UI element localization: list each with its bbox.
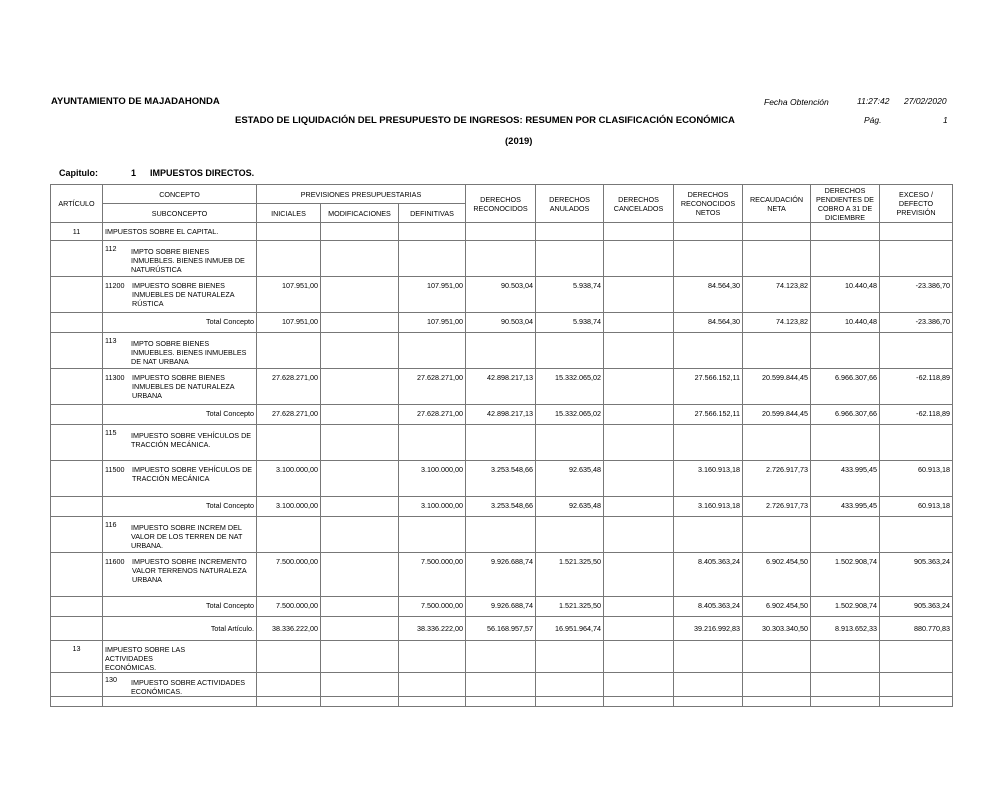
value-cell: -23.386,70 [880,277,953,313]
article-code: 13 [51,641,103,673]
value-cell [604,277,674,313]
subconcept-text: IMPUESTO SOBRE BIENES INMUEBLES DE NATURALEZA URBANA [132,373,235,400]
value-cell: 3.100.000,00 [257,497,321,517]
value-cell: 3.160.913,18 [674,497,743,517]
subconcept-code: 11200 [105,281,125,290]
chapter-number: 1 [131,168,137,178]
value-cell: 27.628.271,00 [399,405,466,425]
value-cell: 60.913,18 [880,461,953,497]
value-cell: 1.502.908,74 [811,597,880,617]
time-value: 11:27:42 [857,96,890,106]
article-text: IMPUESTO SOBRE LAS ACTIVIDADES ECONÓMICAS. [103,641,257,673]
value-cell: 92.635,48 [536,461,604,497]
col-anulados: DERECHOS ANULADOS [536,185,604,223]
value-cell: 2.726.917,73 [743,497,811,517]
value-cell: 107.951,00 [257,313,321,333]
value-cell: 3.253.548,66 [466,461,536,497]
value-cell: 5.938,74 [536,277,604,313]
value-cell: 16.951.964,74 [536,617,604,641]
subconcept-row [51,369,953,405]
chapter-label: Capitulo: [59,168,98,178]
date-label: Fecha Obtención [764,97,829,107]
value-cell: 1.502.908,74 [811,553,880,597]
col-articulo: ARTÍCULO [51,185,103,223]
value-cell [321,617,399,641]
subconcept-row [51,277,953,313]
value-cell: 107.951,00 [399,277,466,313]
value-cell: 905.363,24 [880,553,953,597]
value-cell: 84.564,30 [674,313,743,333]
col-iniciales: INICIALES [257,204,321,223]
total-label: Total Concepto [103,597,257,617]
value-cell: 74.123,82 [743,313,811,333]
value-cell: 42.898.217,13 [466,369,536,405]
concept-code: 113 [105,336,117,345]
total-label: Total Concepto [103,497,257,517]
value-cell [604,313,674,333]
col-netos: DERECHOS RECONOCIDOS NETOS [674,185,743,223]
value-cell: 2.726.917,73 [743,461,811,497]
value-cell: 38.336.222,00 [399,617,466,641]
total-concept-row [51,597,953,617]
col-reconocidos: DERECHOS RECONOCIDOS [466,185,536,223]
value-cell: 10.440,48 [811,313,880,333]
article-row [51,641,953,673]
total-label: Total Concepto [103,405,257,425]
value-cell [604,617,674,641]
value-cell [604,405,674,425]
concept-code: 112 [105,244,117,253]
subconcept-row [51,553,953,597]
subconcept-code: 11600 [105,557,125,566]
total-concept-row [51,497,953,517]
value-cell: 7.500.000,00 [399,597,466,617]
value-cell [321,553,399,597]
total-concept-row [51,405,953,425]
value-cell [321,461,399,497]
col-concepto: CONCEPTO [103,185,257,204]
value-cell: 10.440,48 [811,277,880,313]
total-label: Total Concepto [103,313,257,333]
col-subconcepto: SUBCONCEPTO [103,204,257,223]
value-cell: 3.253.548,66 [466,497,536,517]
value-cell: 3.100.000,00 [399,497,466,517]
value-cell [604,553,674,597]
value-cell: 42.898.217,13 [466,405,536,425]
value-cell: 38.336.222,00 [257,617,321,641]
value-cell: 6.902.454,50 [743,597,811,617]
value-cell: -23.386,70 [880,313,953,333]
col-previsiones: PREVISIONES PRESUPUESTARIAS [257,185,466,204]
value-cell: 6.902.454,50 [743,553,811,597]
value-cell: 92.635,48 [536,497,604,517]
value-cell: 15.332.065,02 [536,369,604,405]
concept-row [51,241,953,277]
value-cell: 107.951,00 [257,277,321,313]
article-text: IMPUESTOS SOBRE EL CAPITAL. [103,223,257,241]
concept-text: IMPUESTO SOBRE ACTIVIDADES ECONÓMICAS. [131,678,246,696]
article-row [51,223,953,241]
value-cell: 7.500.000,00 [257,553,321,597]
value-cell: 74.123,82 [743,277,811,313]
value-cell: 6.966.307,66 [811,405,880,425]
value-cell: 27.628.271,00 [257,369,321,405]
value-cell [604,597,674,617]
value-cell: 8.913.652,33 [811,617,880,641]
value-cell: 107.951,00 [399,313,466,333]
concept-text: IMPTO SOBRE BIENES INMUEBLES. BIENES INMUEBLES DE NAT URBANA [131,339,247,366]
value-cell [321,497,399,517]
total-concept-row [51,313,953,333]
page-label: Pág. [864,115,882,125]
value-cell: 5.938,74 [536,313,604,333]
budget-table [50,184,953,707]
col-definitivas: DEFINITIVAS [399,204,466,223]
value-cell: 20.599.844,45 [743,405,811,425]
value-cell: 9.926.688,74 [466,553,536,597]
col-pendientes: DERECHOS PENDIENTES DE COBRO A 31 DE DICIEMBRE [811,185,880,223]
value-cell: -62.118,89 [880,369,953,405]
report-title: ESTADO DE LIQUIDACIÓN DEL PRESUPUESTO DE INGRESOS: RESUMEN POR CLASIFICACIÓN ECONÓMICA [235,115,735,126]
subconcept-code: 11300 [105,373,125,382]
value-cell: 880.770,83 [880,617,953,641]
value-cell: 7.500.000,00 [399,553,466,597]
page-number: 1 [943,115,948,125]
concept-text: IMPUESTO SOBRE INCREM DEL VALOR DE LOS TERREN DE NAT URBANA. [131,523,243,550]
concept-code: 115 [105,428,117,437]
value-cell: 3.160.913,18 [674,461,743,497]
entity-name: AYUNTAMIENTO DE MAJADAHONDA [51,96,220,107]
value-cell: 7.500.000,00 [257,597,321,617]
value-cell: 15.332.065,02 [536,405,604,425]
value-cell: 27.628.271,00 [257,405,321,425]
subconcept-text: IMPUESTO SOBRE BIENES INMUEBLES DE NATURALEZA RÚSTICA [132,281,235,308]
concept-code: 130 [105,675,117,684]
value-cell [321,405,399,425]
value-cell: 56.168.957,57 [466,617,536,641]
concept-row [51,673,953,697]
concept-text: IMPTO SOBRE BIENES INMUEBLES. BIENES INMUEB DE NATURÚSTICA [131,247,245,274]
subconcept-code: 11500 [105,465,125,474]
subconcept-text: IMPUESTO SOBRE INCREMENTO VALOR TERRENOS NATURALEZA URBANA [132,557,247,584]
value-cell [321,313,399,333]
value-cell: 8.405.363,24 [674,553,743,597]
value-cell [321,597,399,617]
value-cell: 1.521.325,50 [536,597,604,617]
chapter-name: IMPUESTOS DIRECTOS. [150,168,255,178]
value-cell: 90.503,04 [466,313,536,333]
value-cell: 84.564,30 [674,277,743,313]
subconcept-row [51,461,953,497]
value-cell: 433.995,45 [811,497,880,517]
value-cell: 9.926.688,74 [466,597,536,617]
value-cell: 27.628.271,00 [399,369,466,405]
total-article-row [51,617,953,641]
date-value: 27/02/2020 [904,96,947,106]
report-year: (2019) [505,136,533,147]
value-cell: -62.118,89 [880,405,953,425]
value-cell [604,461,674,497]
value-cell: 433.995,45 [811,461,880,497]
value-cell: 8.405.363,24 [674,597,743,617]
value-cell: 30.303.340,50 [743,617,811,641]
concept-row [51,425,953,461]
value-cell: 6.966.307,66 [811,369,880,405]
col-modificaciones: MODIFICACIONES [321,204,399,223]
value-cell: 27.566.152,11 [674,405,743,425]
value-cell: 90.503,04 [466,277,536,313]
empty-row [51,697,953,707]
concept-row [51,333,953,369]
concept-row [51,517,953,553]
value-cell: 1.521.325,50 [536,553,604,597]
value-cell [604,497,674,517]
value-cell: 60.913,18 [880,497,953,517]
value-cell [321,369,399,405]
col-exceso: EXCESO / DEFECTO PREVISIÓN [880,185,953,223]
value-cell: 27.566.152,11 [674,369,743,405]
value-cell: 905.363,24 [880,597,953,617]
value-cell [321,277,399,313]
value-cell: 3.100.000,00 [257,461,321,497]
subconcept-text: IMPUESTO SOBRE VEHÍCULOS DE TRACCIÓN MECÁNICA [132,465,253,483]
concept-code: 116 [105,520,117,529]
col-cancelados: DERECHOS CANCELADOS [604,185,674,223]
article-code: 11 [51,223,103,241]
concept-text: IMPUESTO SOBRE VEHÍCULOS DE TRACCIÓN MECÁNICA. [131,431,252,449]
total-label: Total Artículo. [103,617,257,641]
value-cell: 20.599.844,45 [743,369,811,405]
value-cell: 39.216.992,83 [674,617,743,641]
col-recaudacion: RECAUDACIÓN NETA [743,185,811,223]
value-cell [604,369,674,405]
value-cell: 3.100.000,00 [399,461,466,497]
